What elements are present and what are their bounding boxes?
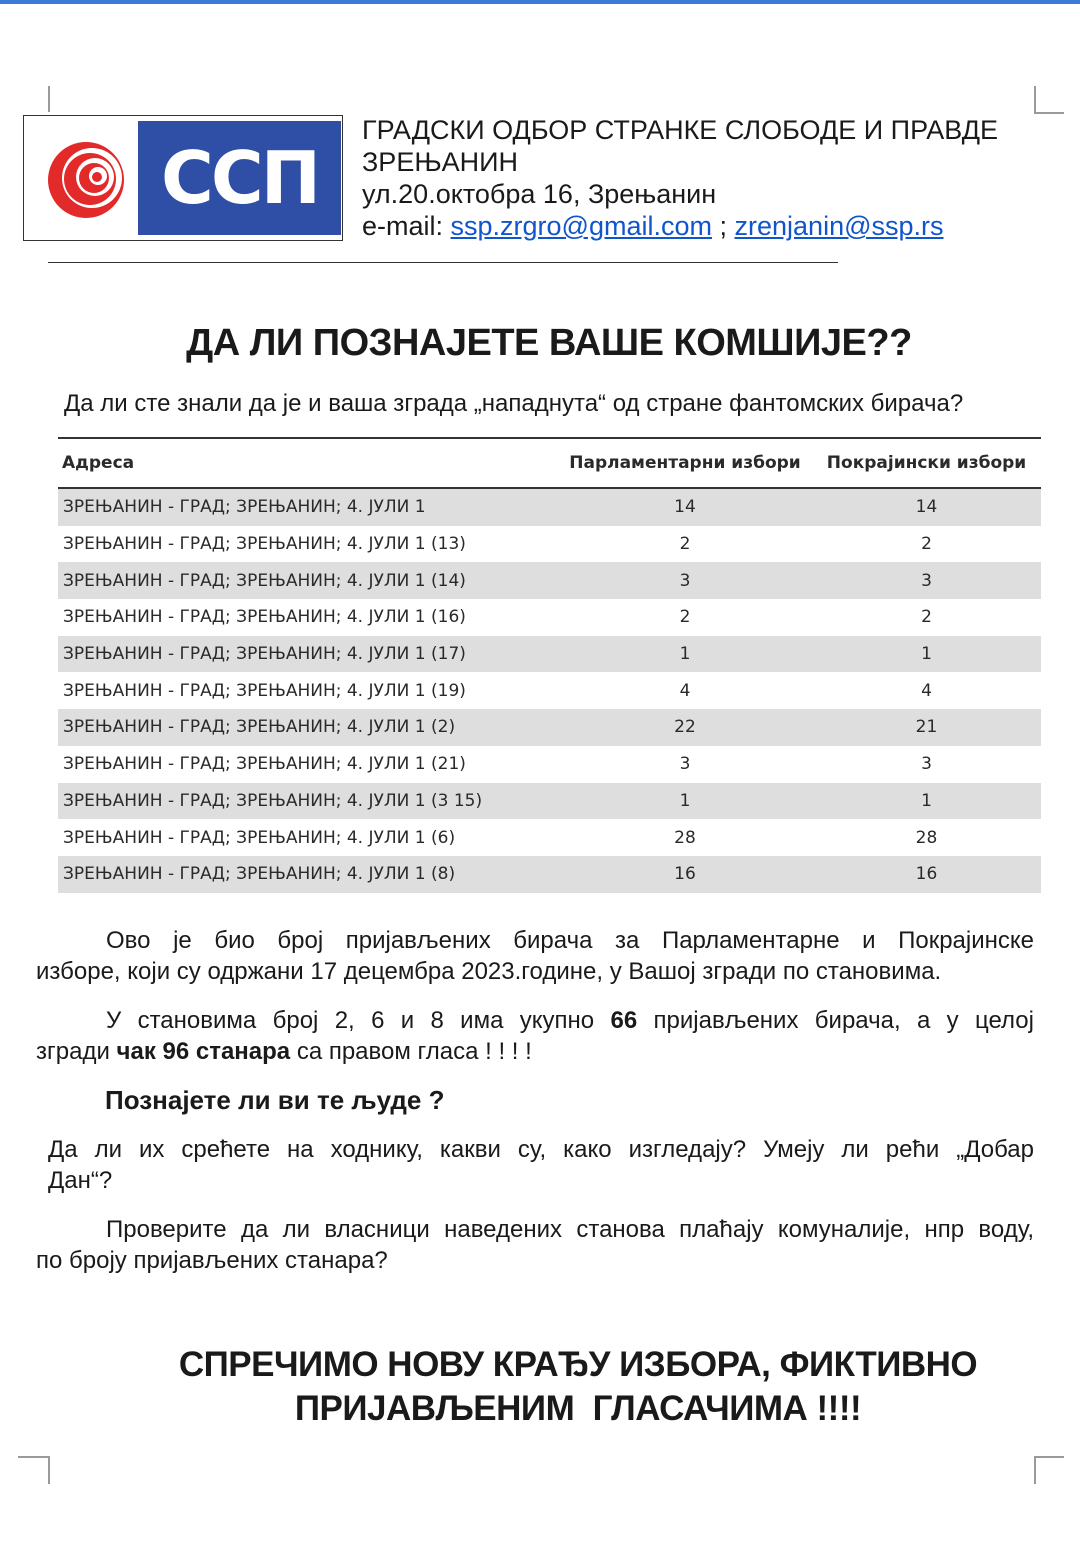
slogan-line1: СПРЕЧИМО НОВУ КРАЂУ ИЗБОРА, ФИКТИВНО	[178, 1345, 978, 1384]
cell-address: ЗРЕЊАНИН - ГРАД; ЗРЕЊАНИН; 4. ЈУЛИ 1	[63, 497, 426, 518]
table-row	[58, 599, 1041, 636]
table-row	[58, 783, 1041, 820]
cell-address: ЗРЕЊАНИН - ГРАД; ЗРЕЊАНИН; 4. ЈУЛИ 1 (16)	[63, 607, 466, 628]
cell-address: ЗРЕЊАНИН - ГРАД; ЗРЕЊАНИН; 4. ЈУЛИ 1 (21)	[63, 754, 466, 775]
crop-mark-bottom-left	[18, 1456, 50, 1484]
cell-provincial: 2	[921, 607, 932, 628]
cell-parliamentary: 16	[674, 864, 696, 885]
cell-provincial: 21	[915, 717, 938, 738]
table-row	[58, 709, 1041, 746]
text-run: У становима број 2, 6 и 8 има укупно	[106, 1007, 611, 1034]
cell-provincial: 16	[915, 864, 938, 885]
cell-address: ЗРЕЊАНИН - ГРАД; ЗРЕЊАНИН; 4. ЈУЛИ 1 (2)	[63, 717, 456, 738]
cell-provincial: 2	[921, 534, 932, 555]
paragraph-line	[36, 1005, 1034, 1036]
cell-parliamentary: 1	[679, 790, 691, 811]
cell-parliamentary: 22	[674, 717, 696, 738]
cell-provincial: 3	[921, 754, 932, 775]
logo-blue-panel	[138, 121, 341, 235]
cell-provincial: 28	[915, 827, 938, 848]
cell-address: ЗРЕЊАНИН - ГРАД; ЗРЕЊАНИН; 4. ЈУЛИ 1 (8)	[63, 864, 456, 885]
crop-mark-bottom-right	[1034, 1456, 1064, 1484]
header-address: Адреса	[62, 453, 135, 473]
paragraph-line: изборе, који су одржани 17 децембра 2023.године, у Вашој згради по становима.	[36, 958, 942, 985]
page-title: ДА ЛИ ПОЗНАЈЕТЕ ВАШЕ КОМШИЈЕ??	[186, 322, 912, 364]
table-header	[58, 437, 1041, 489]
cell-parliamentary: 3	[679, 570, 691, 591]
org-address: ул.20.октобра 16, Зрењанин	[362, 179, 717, 209]
email-label: e-mail:	[362, 211, 451, 241]
cell-provincial: 14	[915, 497, 938, 518]
party-logo	[23, 115, 343, 241]
cell-provincial: 3	[921, 570, 932, 591]
header-parliamentary: Парламентарни избори	[569, 453, 801, 473]
logo-text: ССП	[161, 136, 318, 220]
cell-provincial: 4	[921, 680, 932, 701]
cell-address: ЗРЕЊАНИН - ГРАД; ЗРЕЊАНИН; 4. ЈУЛИ 1 (19)	[63, 680, 466, 701]
cell-address: ЗРЕЊАНИН - ГРАД; ЗРЕЊАНИН; 4. ЈУЛИ 1 (6)	[63, 827, 456, 848]
table-body	[58, 489, 1041, 893]
cell-address: ЗРЕЊАНИН - ГРАД; ЗРЕЊАНИН; 4. ЈУЛИ 1 (14)	[63, 570, 466, 591]
table-row	[58, 562, 1041, 599]
swirl-logo-icon	[44, 138, 140, 222]
table-row	[58, 489, 1041, 526]
paragraph-line: Дан“?	[48, 1167, 113, 1194]
organization-info	[362, 114, 998, 242]
paragraph-utilities	[36, 1214, 1034, 1276]
bold-number: 66	[610, 1007, 638, 1034]
org-name-line1: ГРАДСКИ ОДБОР СТРАНКЕ СЛОБОДЕ И ПРАВДЕ	[362, 115, 998, 145]
paragraph-line: Да ли их срећете на ходнику, какви су, како изгледају? Умеју ли рећи „Добар	[48, 1136, 1034, 1163]
paragraph-apartments	[36, 1005, 1034, 1067]
cell-parliamentary: 3	[679, 754, 691, 775]
top-accent-bar	[0, 0, 1080, 4]
paragraph-line: по броју пријављених станара?	[36, 1247, 388, 1274]
table-row	[58, 856, 1041, 893]
closing-slogan	[0, 1343, 1080, 1431]
email-link-1[interactable]: ssp.zrgro@gmail.com	[450, 211, 712, 241]
cell-parliamentary: 14	[674, 497, 696, 518]
table-row	[58, 636, 1041, 673]
paragraph-voter-count	[36, 925, 1034, 987]
bold-phrase: чак 96 станара	[116, 1038, 291, 1065]
voters-table	[58, 437, 1041, 893]
text-run: пријављених бирача, а у целој	[637, 1007, 1034, 1034]
cell-parliamentary: 1	[679, 644, 691, 665]
table-row	[58, 526, 1041, 563]
cell-address: ЗРЕЊАНИН - ГРАД; ЗРЕЊАНИН; 4. ЈУЛИ 1 (17)	[63, 644, 466, 665]
page-subtitle: Да ли сте знали да је и ваша зграда „нападнута“ од стране фантомских бирача?	[64, 390, 964, 417]
paragraph-line	[36, 1036, 1034, 1067]
table-row	[58, 672, 1041, 709]
paragraph-hallway	[48, 1134, 1034, 1196]
cell-parliamentary: 28	[674, 827, 696, 848]
table-row	[58, 819, 1041, 856]
header-divider	[48, 262, 838, 263]
table-row	[58, 746, 1041, 783]
cell-provincial: 1	[921, 644, 932, 665]
paragraph-line: Проверите да ли власници наведених станова плаћају комуналије, нпр воду,	[106, 1216, 1034, 1243]
text-run: згради	[36, 1038, 117, 1065]
cell-parliamentary: 4	[679, 680, 691, 701]
email-separator: ;	[712, 211, 735, 241]
org-name-line2: ЗРЕЊАНИН	[362, 147, 519, 177]
cell-address: ЗРЕЊАНИН - ГРАД; ЗРЕЊАНИН; 4. ЈУЛИ 1 (13)	[63, 534, 466, 555]
cell-address: ЗРЕЊАНИН - ГРАД; ЗРЕЊАНИН; 4. ЈУЛИ 1 (3 15)	[63, 790, 483, 811]
cell-provincial: 1	[921, 790, 932, 811]
question-heading: Познајете ли ви те људе ?	[105, 1085, 445, 1115]
crop-mark-top-right	[1034, 86, 1064, 114]
email-link-2[interactable]: zrenjanin@ssp.rs	[734, 211, 944, 241]
cell-parliamentary: 2	[679, 607, 691, 628]
header-provincial: Покрајински избори	[826, 453, 1027, 473]
cell-parliamentary: 2	[679, 534, 691, 555]
paragraph-line: Ово је био број пријављених бирача за Парламентарне и Покрајинске	[106, 927, 1034, 954]
org-email-line	[362, 210, 998, 242]
text-run: са правом гласа ! ! ! !	[290, 1038, 532, 1065]
crop-mark-top-left	[18, 86, 50, 112]
slogan-line2: ПРИЈАВЉЕНИМ ГЛАСАЧИМА !!!!	[294, 1389, 862, 1428]
